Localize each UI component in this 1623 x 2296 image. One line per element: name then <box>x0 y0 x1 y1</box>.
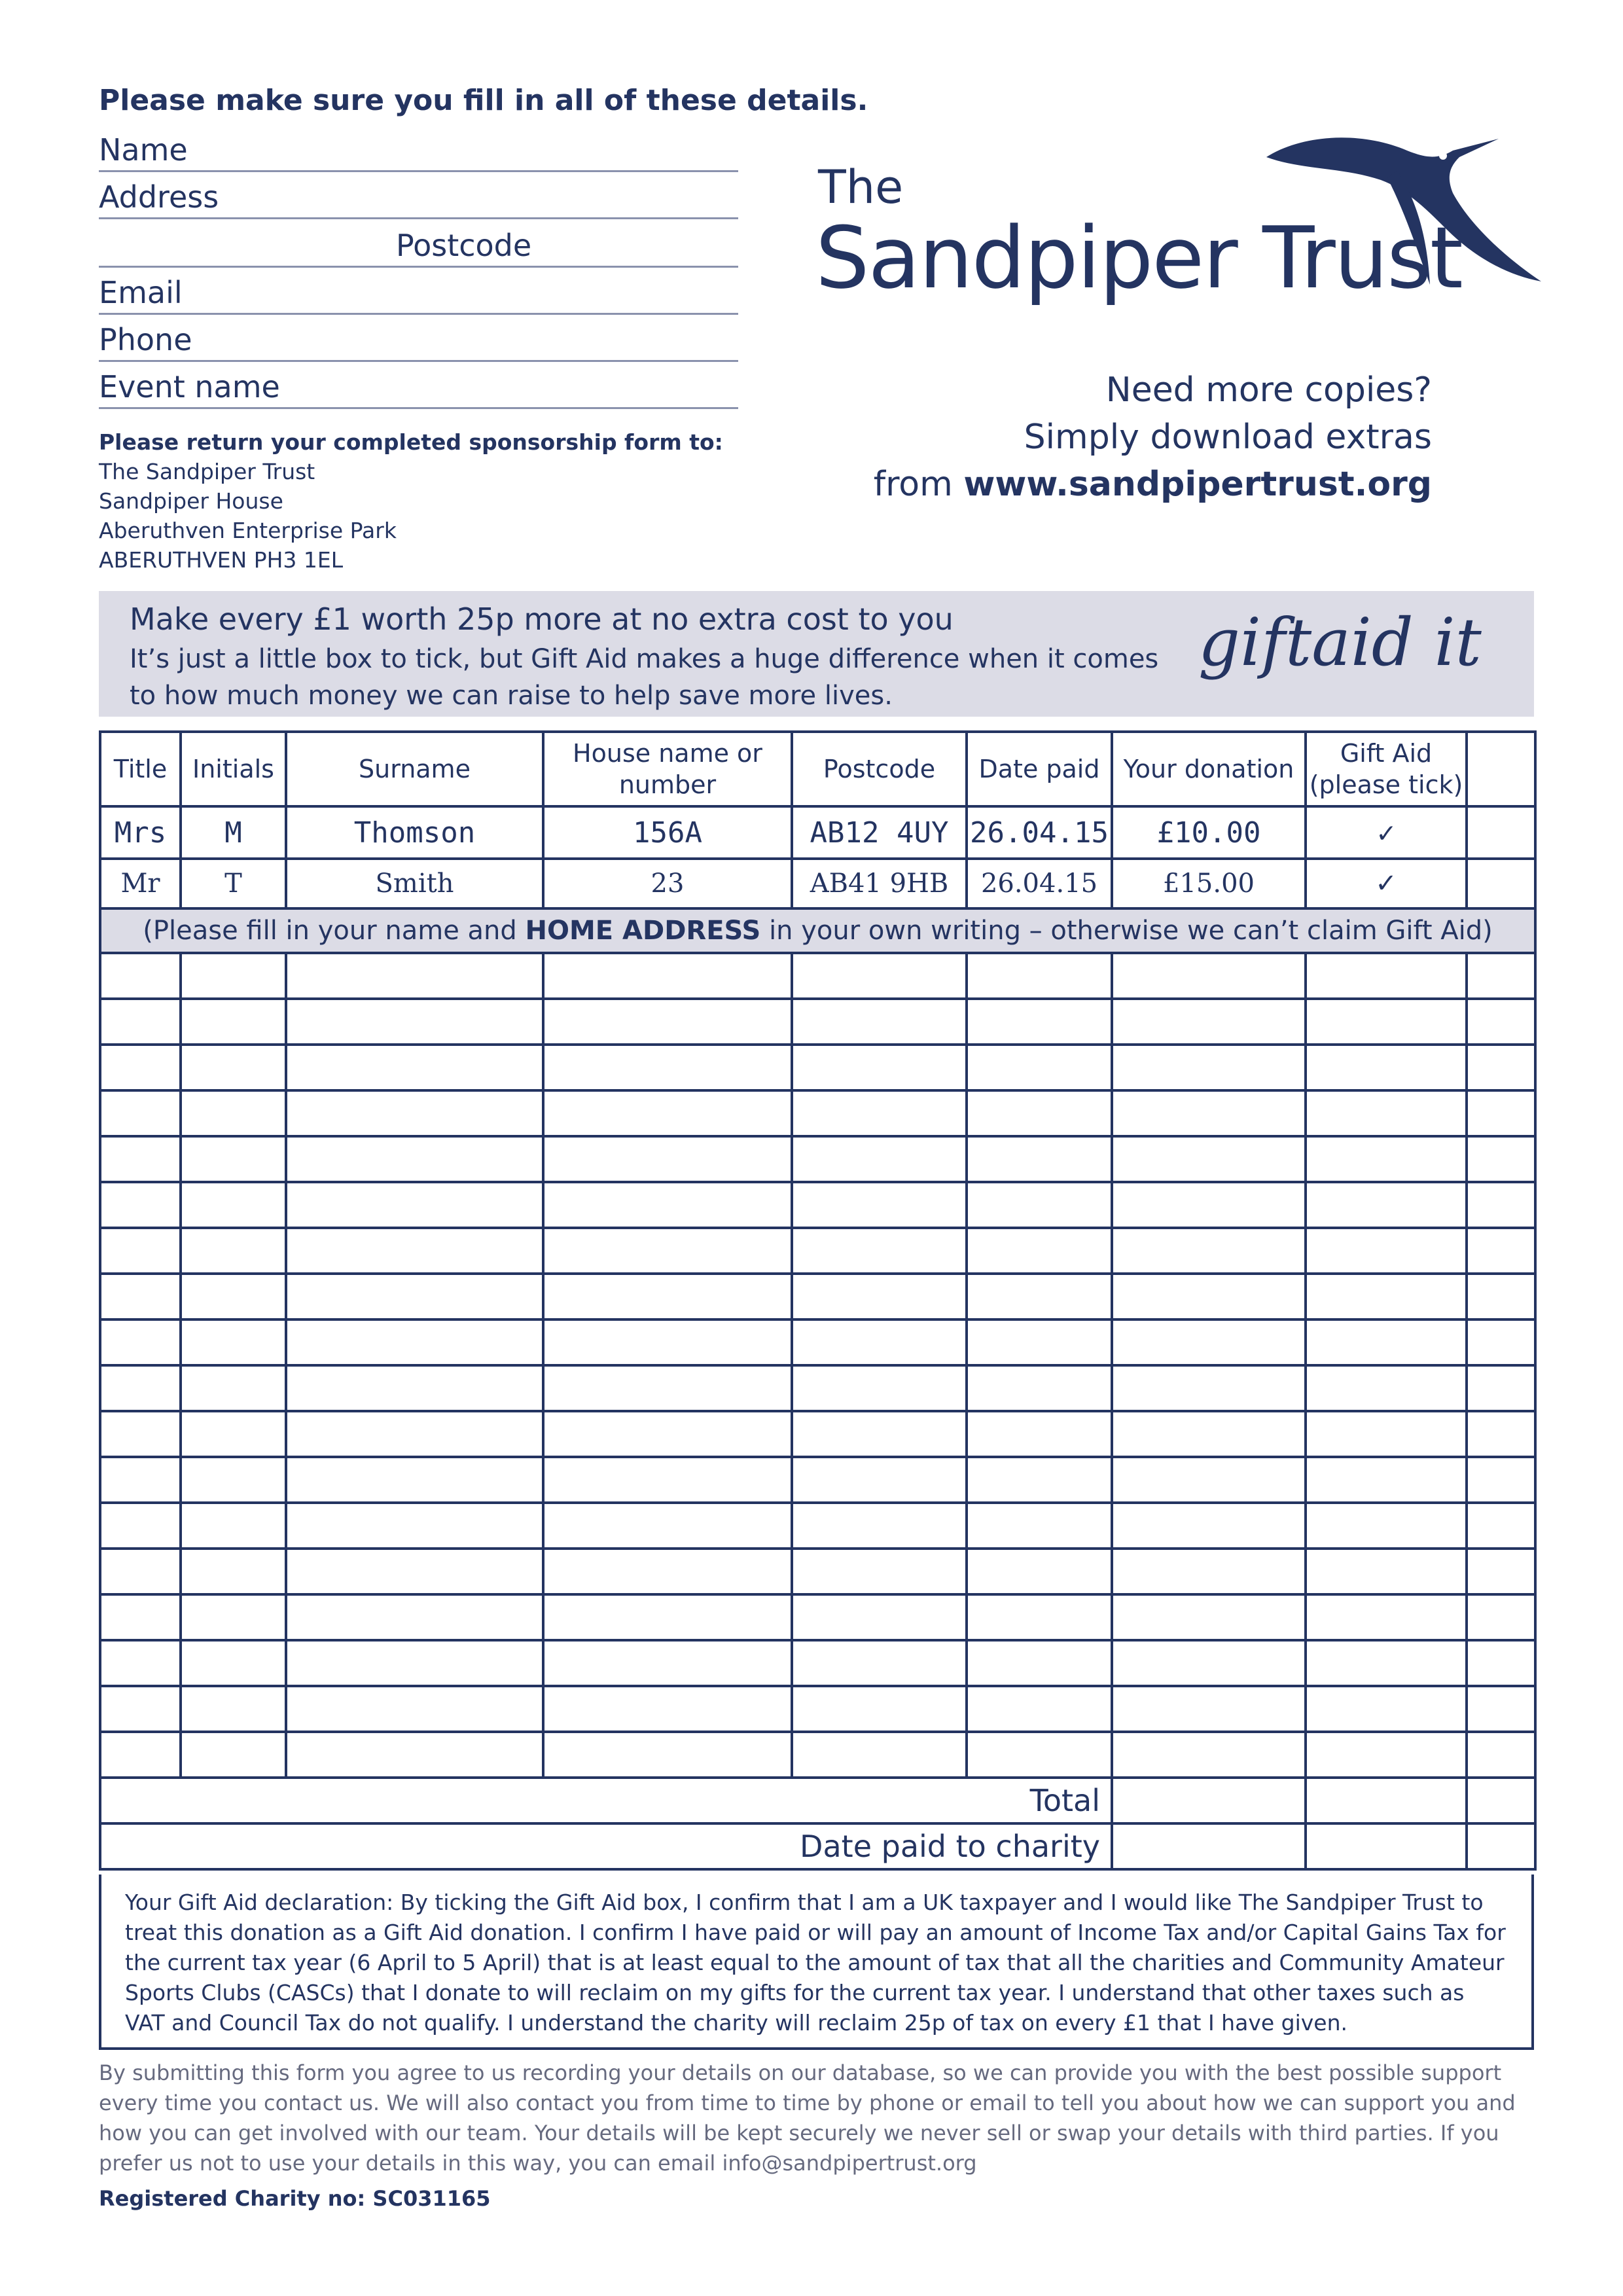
header-initials: Initials <box>181 732 286 806</box>
example-row <box>100 806 1535 859</box>
entry-cell[interactable] <box>1467 953 1535 999</box>
entry-cell[interactable] <box>100 1686 181 1732</box>
entry-cell[interactable] <box>967 999 1112 1045</box>
copies-line: Simply download extras <box>1024 418 1432 457</box>
entry-cell[interactable] <box>967 1319 1112 1365</box>
entry-cell[interactable] <box>1306 1365 1467 1411</box>
entry-cell[interactable] <box>286 1686 543 1732</box>
entry-cell[interactable] <box>100 1228 181 1274</box>
entry-cell[interactable] <box>543 1549 792 1594</box>
entry-row <box>100 1274 1535 1319</box>
entry-cell[interactable] <box>543 999 792 1045</box>
entry-cell[interactable] <box>1467 1549 1535 1594</box>
entry-row <box>100 1045 1535 1090</box>
address-field[interactable] <box>99 171 738 219</box>
entry-row <box>100 1411 1535 1457</box>
header-surname: Surname <box>286 732 543 806</box>
privacy-notice: By submitting this form you agree to us recording your details on our database, so we can provide you with the best possible support every time you contact us. We will also contact you from time to time by phone or email to tell you about how we can support you and how you can get involved with our team. Your details will be kept securely we never sell or swap your details with third parties. If you prefer us not to use your details in this way, you can email info@sandpipertrust.org <box>99 2060 1516 2176</box>
entry-cell[interactable] <box>1306 1686 1467 1732</box>
entry-cell[interactable] <box>543 1090 792 1136</box>
entry-cell[interactable] <box>1306 1411 1467 1457</box>
entry-cell[interactable] <box>543 1640 792 1686</box>
entry-row <box>100 1503 1535 1549</box>
entry-cell[interactable] <box>100 1182 181 1228</box>
entry-cell[interactable] <box>1112 1090 1306 1136</box>
example-cell: T <box>181 859 286 908</box>
date-paid-blank-cell <box>1467 1823 1535 1869</box>
entry-cell[interactable] <box>286 1045 543 1090</box>
entry-cell[interactable] <box>543 1503 792 1549</box>
entry-cell[interactable] <box>181 1732 286 1778</box>
date-paid-label: Date paid to charity <box>100 1823 1112 1869</box>
return-address-line: The Sandpiper Trust <box>99 459 315 484</box>
entry-cell[interactable] <box>543 1319 792 1365</box>
entry-cell[interactable] <box>967 1503 1112 1549</box>
note-prefix: (Please fill in your name and <box>143 916 517 946</box>
event-name-field[interactable] <box>99 361 738 409</box>
entry-cell[interactable] <box>543 1365 792 1411</box>
example-cell: Thomson <box>286 806 543 859</box>
entry-cell[interactable] <box>181 1365 286 1411</box>
example-cell: 26.04.15 <box>967 859 1112 908</box>
header-blank <box>1467 732 1535 806</box>
entry-cell[interactable] <box>286 1411 543 1457</box>
example-cell: Mr <box>100 859 181 908</box>
entry-cell[interactable] <box>286 1365 543 1411</box>
entry-cell[interactable] <box>1112 1594 1306 1640</box>
example-cell: M <box>181 806 286 859</box>
entry-cell[interactable] <box>543 1457 792 1503</box>
entry-cell[interactable] <box>1112 1457 1306 1503</box>
entry-cell[interactable] <box>286 1503 543 1549</box>
entry-cell[interactable] <box>1306 1045 1467 1090</box>
entry-cell[interactable] <box>1467 1136 1535 1182</box>
entry-cell[interactable] <box>1467 1365 1535 1411</box>
entry-cell[interactable] <box>1112 999 1306 1045</box>
entry-cell[interactable] <box>181 1274 286 1319</box>
entry-cell[interactable] <box>1306 1457 1467 1503</box>
example-cell: 23 <box>543 859 792 908</box>
entry-cell[interactable] <box>967 1136 1112 1182</box>
entry-cell[interactable] <box>792 1732 967 1778</box>
entry-cell[interactable] <box>181 1686 286 1732</box>
entry-cell[interactable] <box>181 1503 286 1549</box>
return-address-title: Please return your completed sponsorship form to: <box>99 429 723 455</box>
form-heading: Please make sure you fill in all of these details. <box>99 84 868 117</box>
entry-row <box>100 1594 1535 1640</box>
home-address-note <box>100 908 1535 953</box>
entry-cell[interactable] <box>181 1549 286 1594</box>
entry-row <box>100 1686 1535 1732</box>
entry-cell[interactable] <box>1306 999 1467 1045</box>
example-cell: 156A <box>543 806 792 859</box>
entry-cell[interactable] <box>792 1640 967 1686</box>
entry-cell[interactable] <box>1306 1594 1467 1640</box>
entry-cell[interactable] <box>543 1045 792 1090</box>
email-field[interactable] <box>99 267 738 315</box>
entry-cell[interactable] <box>100 1365 181 1411</box>
entry-cell[interactable] <box>1306 953 1467 999</box>
entry-cell[interactable] <box>1467 1594 1535 1640</box>
logo-the: The <box>818 160 904 214</box>
name-label: Name <box>99 132 188 168</box>
entry-cell[interactable] <box>100 1090 181 1136</box>
entry-cell[interactable] <box>967 1365 1112 1411</box>
entry-row <box>100 1365 1535 1411</box>
header-donation: Your donation <box>1112 732 1306 806</box>
entry-cell[interactable] <box>967 1274 1112 1319</box>
header-gift-aid: Gift Aid (please tick) <box>1306 732 1467 806</box>
entry-row <box>100 999 1535 1045</box>
entry-cell[interactable] <box>286 1136 543 1182</box>
entry-cell[interactable] <box>1467 1411 1535 1457</box>
postcode-field[interactable] <box>99 220 738 268</box>
gift-aid-body: It’s just a little box to tick, but Gift Aid makes a huge difference when it comes to how much money we can raise to help save more lives. <box>130 644 1159 711</box>
entry-cell[interactable] <box>792 1090 967 1136</box>
return-address-line: ABERUTHVEN PH3 1EL <box>99 547 344 573</box>
entry-cell[interactable] <box>543 1732 792 1778</box>
email-label: Email <box>99 275 183 310</box>
example-row <box>100 859 1535 908</box>
entry-cell[interactable] <box>286 1594 543 1640</box>
entry-cell[interactable] <box>100 999 181 1045</box>
date-paid-cell[interactable] <box>1112 1823 1306 1869</box>
entry-cell[interactable] <box>1467 1686 1535 1732</box>
entry-cell[interactable] <box>286 1457 543 1503</box>
entry-cell[interactable] <box>1467 1274 1535 1319</box>
address-label: Address <box>99 179 219 215</box>
entry-cell[interactable] <box>1112 1228 1306 1274</box>
example-cell <box>1467 859 1535 908</box>
entry-row <box>100 1182 1535 1228</box>
entry-cell[interactable] <box>100 1319 181 1365</box>
entry-cell[interactable] <box>967 1640 1112 1686</box>
copies-line: Need more copies? <box>1105 370 1432 410</box>
entry-cell[interactable] <box>1306 1319 1467 1365</box>
entry-cell[interactable] <box>1112 1045 1306 1090</box>
entry-cell[interactable] <box>1112 1640 1306 1686</box>
entry-cell[interactable] <box>100 1732 181 1778</box>
entry-cell[interactable] <box>286 1319 543 1365</box>
entry-cell[interactable] <box>543 1411 792 1457</box>
example-cell: £15.00 <box>1112 859 1306 908</box>
entry-cell[interactable] <box>100 953 181 999</box>
entry-row <box>100 1136 1535 1182</box>
entry-cell[interactable] <box>1467 999 1535 1045</box>
date-paid-row <box>100 1823 1535 1869</box>
return-address <box>99 427 723 575</box>
entry-cell[interactable] <box>181 1411 286 1457</box>
entry-cell[interactable] <box>181 953 286 999</box>
entry-cell[interactable] <box>100 1136 181 1182</box>
entry-cell[interactable] <box>181 1090 286 1136</box>
total-blank-cell <box>1306 1778 1467 1823</box>
entry-cell[interactable] <box>967 953 1112 999</box>
entry-cell[interactable] <box>543 1182 792 1228</box>
entry-cell[interactable] <box>286 1182 543 1228</box>
entry-cell[interactable] <box>1112 1319 1306 1365</box>
entry-cell[interactable] <box>1467 1457 1535 1503</box>
entry-cell[interactable] <box>543 1274 792 1319</box>
entry-cell[interactable] <box>792 999 967 1045</box>
entry-cell[interactable] <box>100 1274 181 1319</box>
header-house: House name or number <box>543 732 792 806</box>
entry-cell[interactable] <box>792 1182 967 1228</box>
gift-aid-banner <box>99 591 1534 717</box>
entry-cell[interactable] <box>792 1686 967 1732</box>
entry-cell[interactable] <box>967 1228 1112 1274</box>
event-name-label: Event name <box>99 369 280 404</box>
entry-cell[interactable] <box>1306 1549 1467 1594</box>
entry-row <box>100 1319 1535 1365</box>
entry-cell[interactable] <box>1306 1228 1467 1274</box>
entry-cell[interactable] <box>967 1457 1112 1503</box>
entry-cell[interactable] <box>543 1686 792 1732</box>
entry-cell[interactable] <box>967 1182 1112 1228</box>
entry-cell[interactable] <box>286 1640 543 1686</box>
gift-aid-logo: giftaid it <box>1198 604 1482 681</box>
entry-cell[interactable] <box>286 1090 543 1136</box>
entry-cell[interactable] <box>100 1457 181 1503</box>
entry-cell[interactable] <box>1112 1365 1306 1411</box>
entry-cell[interactable] <box>792 1136 967 1182</box>
entry-cell[interactable] <box>286 953 543 999</box>
entry-cell[interactable] <box>181 1228 286 1274</box>
gift-aid-declaration: Your Gift Aid declaration: By ticking the Gift Aid box, I confirm that I am a UK taxpayer and I would like The Sandpiper Trust to treat this donation as a Gift Aid donation. I confirm I have paid or will pay an amount of Income Tax and/or Capital Gains Tax for the current tax year (6 April to 5 April) that is at least equal to the amount of tax that all the charities and Community Amateur Sports Clubs (CASCs) that I donate to will reclaim on my gifts for the current tax year. I understand that other taxes such as VAT and Council Tax do not qualify. I understand the charity will reclaim 25p of tax on every £1 that I have given. <box>125 1890 1506 2036</box>
entry-row <box>100 1640 1535 1686</box>
entry-cell[interactable] <box>1306 1090 1467 1136</box>
example-cell: Mrs <box>100 806 181 859</box>
phone-field[interactable] <box>99 314 738 362</box>
entry-cell[interactable] <box>1306 1503 1467 1549</box>
entry-cell[interactable] <box>792 1274 967 1319</box>
date-paid-blank-cell <box>1306 1823 1467 1869</box>
copies-from: from <box>873 465 953 504</box>
gift-aid-headline: Make every £1 worth 25p more at no extra cost to you <box>130 601 954 637</box>
entry-cell[interactable] <box>181 1640 286 1686</box>
entry-cell[interactable] <box>1112 1549 1306 1594</box>
entry-cell[interactable] <box>286 999 543 1045</box>
entry-cell[interactable] <box>100 1594 181 1640</box>
example-cell: AB41 9HB <box>792 859 967 908</box>
entry-cell[interactable] <box>1112 1182 1306 1228</box>
table-header-row <box>100 732 1535 806</box>
entry-cell[interactable] <box>181 1182 286 1228</box>
entry-cell[interactable] <box>967 1045 1112 1090</box>
entry-cell[interactable] <box>1306 1136 1467 1182</box>
example-cell: Smith <box>286 859 543 908</box>
entry-cell[interactable] <box>1306 1274 1467 1319</box>
entry-cell[interactable] <box>1467 1503 1535 1549</box>
entry-row <box>100 1228 1535 1274</box>
entry-cell[interactable] <box>286 1732 543 1778</box>
entry-cell[interactable] <box>792 1503 967 1549</box>
entry-cell[interactable] <box>792 1411 967 1457</box>
gift-aid-tick: ✓ <box>1306 806 1467 859</box>
phone-label: Phone <box>99 322 192 357</box>
entry-cell[interactable] <box>100 1503 181 1549</box>
entry-cell[interactable] <box>1306 1732 1467 1778</box>
entry-cell[interactable] <box>1467 1182 1535 1228</box>
entry-cell[interactable] <box>792 1549 967 1594</box>
entry-cell[interactable] <box>792 1594 967 1640</box>
example-cell: 26.04.15 <box>967 806 1112 859</box>
entry-row <box>100 1732 1535 1778</box>
entry-cell[interactable] <box>100 1640 181 1686</box>
total-blank-cell <box>1467 1778 1535 1823</box>
entry-cell[interactable] <box>967 1686 1112 1732</box>
entry-cell[interactable] <box>100 1411 181 1457</box>
sandpiper-bird-icon <box>1263 131 1544 295</box>
home-address-note-row <box>100 908 1535 953</box>
header-title: Title <box>100 732 181 806</box>
total-label: Total <box>100 1778 1112 1823</box>
entry-cell[interactable] <box>181 1594 286 1640</box>
more-copies-notice <box>874 367 1432 508</box>
entry-cell[interactable] <box>792 1045 967 1090</box>
entry-cell[interactable] <box>1467 1228 1535 1274</box>
copies-line <box>874 461 1432 508</box>
entry-cell[interactable] <box>543 1136 792 1182</box>
entry-cell[interactable] <box>543 1228 792 1274</box>
entry-cell[interactable] <box>1112 1732 1306 1778</box>
entry-cell[interactable] <box>792 1457 967 1503</box>
entry-cell[interactable] <box>100 1549 181 1594</box>
return-address-line: Sandpiper House <box>99 488 283 514</box>
entry-cell[interactable] <box>967 1090 1112 1136</box>
entry-cell[interactable] <box>543 953 792 999</box>
entry-cell[interactable] <box>967 1732 1112 1778</box>
total-amount-cell[interactable] <box>1112 1778 1306 1823</box>
entry-cell[interactable] <box>181 1045 286 1090</box>
website-link[interactable]: www.sandpipertrust.org <box>963 465 1432 504</box>
entry-cell[interactable] <box>543 1594 792 1640</box>
entry-cell[interactable] <box>1306 1640 1467 1686</box>
example-cell <box>1467 806 1535 859</box>
entry-cell[interactable] <box>792 1319 967 1365</box>
entry-cell[interactable] <box>1467 1045 1535 1090</box>
entry-cell[interactable] <box>792 953 967 999</box>
name-field[interactable] <box>99 124 738 172</box>
entry-cell[interactable] <box>792 1365 967 1411</box>
entry-cell[interactable] <box>181 1457 286 1503</box>
logo-name: Sandpiper Trust <box>815 208 1462 308</box>
entry-cell[interactable] <box>286 1549 543 1594</box>
entry-cell[interactable] <box>286 1228 543 1274</box>
entry-row <box>100 1549 1535 1594</box>
entry-cell[interactable] <box>1467 1732 1535 1778</box>
entry-cell[interactable] <box>1112 1411 1306 1457</box>
header-date-paid: Date paid <box>967 732 1112 806</box>
sponsorship-table <box>99 730 1537 1871</box>
charity-number: Registered Charity no: SC031165 <box>99 2186 491 2211</box>
header-postcode: Postcode <box>792 732 967 806</box>
example-cell: £10.00 <box>1112 806 1306 859</box>
entry-row <box>100 1090 1535 1136</box>
entry-cell[interactable] <box>967 1594 1112 1640</box>
example-cell: AB12 4UY <box>792 806 967 859</box>
entry-cell[interactable] <box>1112 1274 1306 1319</box>
entry-cell[interactable] <box>967 1549 1112 1594</box>
postcode-label: Postcode <box>396 228 532 263</box>
entry-cell[interactable] <box>1112 1136 1306 1182</box>
total-row <box>100 1778 1535 1823</box>
gift-aid-declaration-box <box>99 1874 1534 2050</box>
entry-cell[interactable] <box>286 1274 543 1319</box>
note-emphasis: HOME ADDRESS <box>525 916 761 946</box>
entry-cell[interactable] <box>1467 1090 1535 1136</box>
entry-cell[interactable] <box>1306 1182 1467 1228</box>
entry-row <box>100 953 1535 999</box>
entry-cell[interactable] <box>181 999 286 1045</box>
entry-row <box>100 1457 1535 1503</box>
entry-cell[interactable] <box>1112 953 1306 999</box>
entry-cell[interactable] <box>1112 1686 1306 1732</box>
entry-cell[interactable] <box>1112 1503 1306 1549</box>
return-address-line: Aberuthven Enterprise Park <box>99 518 397 543</box>
gift-aid-tick: ✓ <box>1306 859 1467 908</box>
note-suffix: in your own writing – otherwise we can’t claim Gift Aid) <box>769 916 1493 946</box>
entry-cell[interactable] <box>967 1411 1112 1457</box>
entry-cell[interactable] <box>181 1319 286 1365</box>
entry-cell[interactable] <box>1467 1640 1535 1686</box>
entry-cell[interactable] <box>792 1228 967 1274</box>
entry-cell[interactable] <box>1467 1319 1535 1365</box>
entry-cell[interactable] <box>100 1045 181 1090</box>
entry-cell[interactable] <box>181 1136 286 1182</box>
